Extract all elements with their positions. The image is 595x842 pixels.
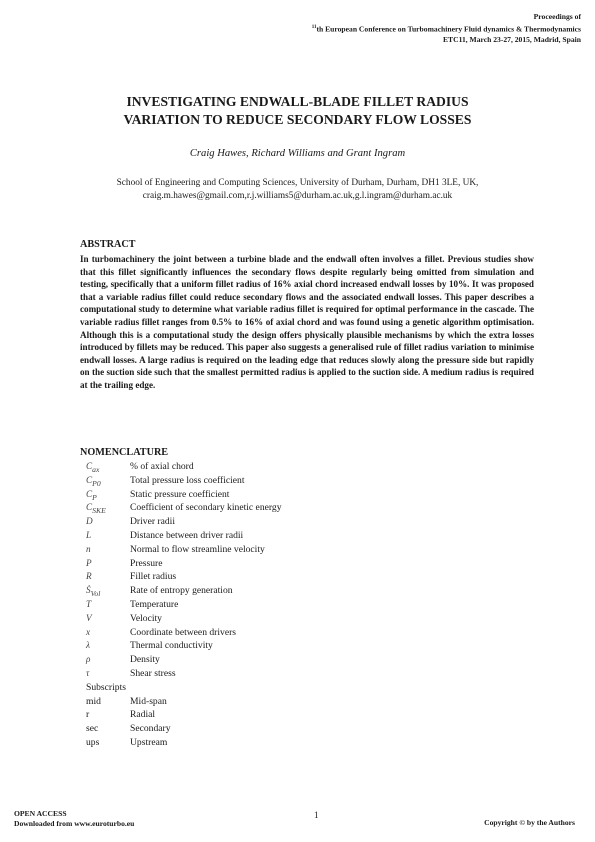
subscript-definition: Mid-span — [130, 695, 167, 707]
conference-name — [161, 23, 581, 35]
title-line-1: INVESTIGATING ENDWALL-BLADE FILLET RADIUS — [126, 94, 469, 109]
download-source: Downloaded from www.euroturbo.eu — [14, 819, 135, 828]
symbol: L — [86, 529, 92, 540]
definition: Driver radii — [130, 516, 176, 528]
subscript-definition: Upstream — [130, 736, 168, 748]
nomenclature-heading: NOMENCLATURE — [80, 447, 169, 458]
symbol: n — [86, 543, 91, 554]
affiliation — [40, 177, 555, 203]
page-number: 1 — [314, 810, 319, 820]
definition: Rate of entropy generation — [130, 585, 233, 597]
symbol: $C_{ax}$ — [86, 461, 100, 474]
symbol: $C_{P0}$ — [86, 474, 101, 488]
definition: Pressure — [130, 557, 163, 569]
symbol: D — [86, 516, 93, 527]
definition: Density — [130, 654, 160, 666]
symbol: V — [86, 612, 92, 623]
definition: Coefficient of secondary kinetic energy — [130, 502, 282, 514]
subscript-symbol: sec — [86, 723, 99, 735]
definition: Velocity — [130, 612, 162, 624]
open-access-label: OPEN ACCESS — [14, 809, 67, 818]
abstract-body — [80, 253, 534, 392]
footer-left — [14, 809, 134, 829]
symbol: x — [86, 626, 91, 637]
conference-ordinal: 11 — [311, 24, 317, 30]
paper-title — [40, 93, 555, 128]
abstract-text: In turbomachinery the joint between a turbine blade and the endwall often involves a fillet. Previous studies show that this fillet significantly influences the secondary flows despite regularly being omitted from simulation and testing, specifically that a uniform fillet radius of 16% axial chord increased endwall losses by 10%. It was proposed that a variable radius fillet could reduce secondary flows and the associated endwall losses. This paper describes a computational study to determine what variable radius fillet is required for optimal performance in the cascade. The variable radius fillet ranges from 0.5% to 16% of axial chord and was found using a genetic algorithm optimisation. Although this is a computational study the design offers physically plausible mechanisms by which the extra losses introduced by fillets may be reduced. This paper also suggests a generalised rule of fillet radius variation to minimise endwall losses. A large radius is required on the leading edge that reduces slowly along the pressure side but rapidly on the suction side such that the smallest permitted radius is applied to the suction side. A medium radius is required at the trailing edge. — [80, 254, 534, 390]
affiliation-emails: craig.m.hawes@gmail.com,r.j.williams5@durham.ac.uk,g.l.ingram@durham.ac.uk — [142, 191, 453, 201]
definition: Shear stress — [130, 667, 176, 679]
symbol: T — [86, 598, 92, 609]
subscript-definition: Radial — [130, 709, 156, 721]
symbol: $C_{SKE}$ — [86, 502, 106, 516]
subscripts-heading: Subscripts — [86, 681, 126, 693]
conference-date-location: ETC11, March 23-27, 2015, Madrid, Spain — [442, 34, 581, 44]
symbol: ρ — [86, 654, 91, 665]
proceedings-label: Proceedings of — [533, 12, 581, 21]
subscript-symbol: mid — [86, 695, 101, 707]
conference-name-text: th European Conference on Turbomachinery Fluid dynamics & Thermodynamics — [316, 24, 581, 34]
definition: Distance between driver radii — [130, 529, 244, 541]
symbol: τ — [86, 667, 90, 678]
definition: Coordinate between drivers — [130, 626, 237, 638]
definition: Thermal conductivity — [130, 640, 213, 652]
symbol: P — [86, 557, 92, 568]
abstract-heading: ABSTRACT — [80, 239, 136, 250]
definition: Fillet radius — [130, 571, 177, 583]
subscript-symbol: ups — [86, 736, 100, 748]
symbol: $C_P$ — [86, 488, 97, 502]
definition: Static pressure coefficient — [130, 488, 230, 500]
definition: Temperature — [130, 598, 179, 610]
symbol: Ṡ$_{Vol}$ — [86, 585, 101, 598]
definition: Normal to flow streamline velocity — [130, 543, 265, 555]
authors: Craig Hawes, Richard Williams and Grant Ingram — [189, 148, 406, 159]
affiliation-address: School of Engineering and Computing Sciences, University of Durham, Durham, DH1 3LE, UK, — [116, 178, 479, 188]
subscript-symbol: r — [86, 709, 90, 721]
definition: % of axial chord — [130, 461, 194, 472]
symbol: λ — [86, 640, 90, 651]
proceedings-header — [161, 12, 581, 45]
symbol: R — [86, 571, 92, 582]
definition: Total pressure loss coefficient — [130, 474, 245, 486]
title-line-2: VARIATION TO REDUCE SECONDARY FLOW LOSSES — [123, 111, 472, 127]
subscript-definition: Secondary — [130, 723, 171, 735]
copyright: Copyright © by the Authors — [484, 818, 575, 827]
